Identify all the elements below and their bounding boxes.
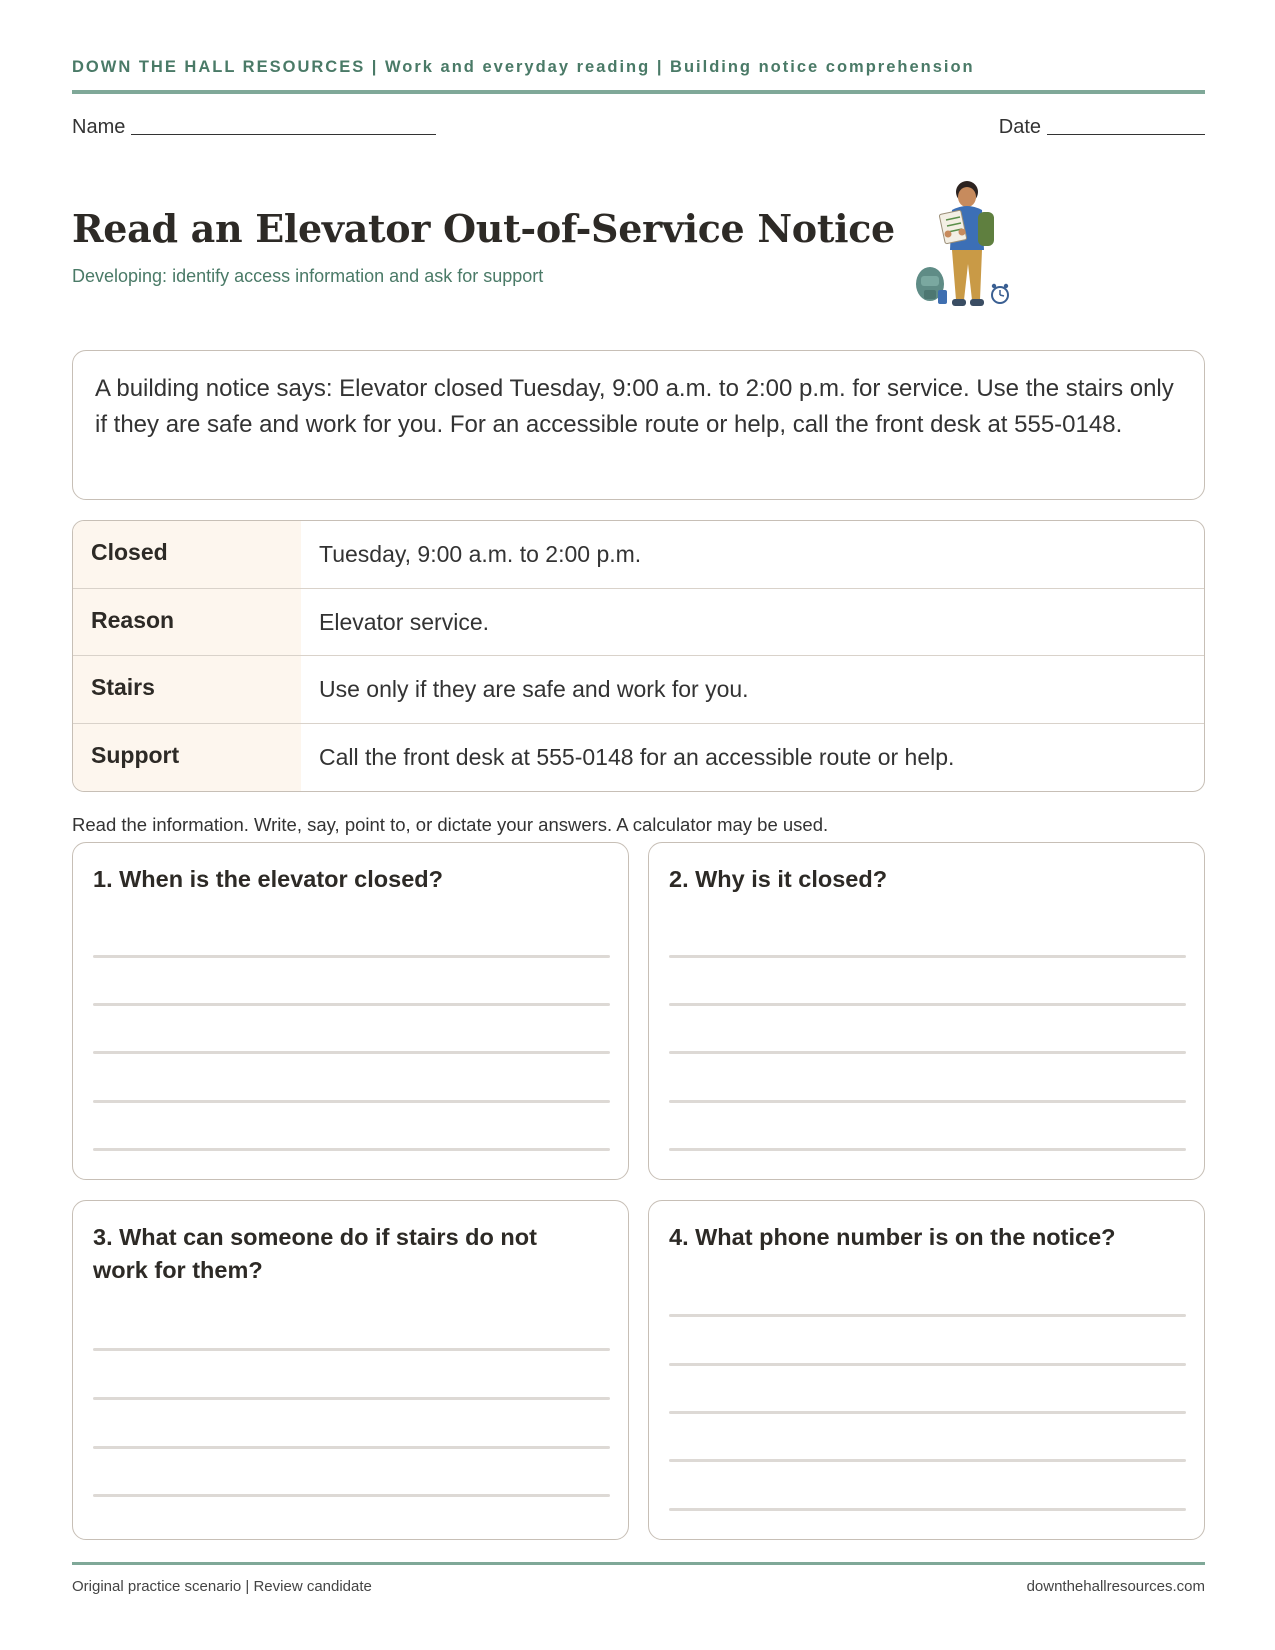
- question-text: 4. What phone number is on the notice?: [669, 1224, 1116, 1250]
- name-blank[interactable]: [131, 134, 436, 135]
- info-value: Elevator service.: [319, 608, 490, 635]
- info-key: Reason: [73, 589, 301, 656]
- footer-note: Original practice scenario | Review candidate: [72, 1578, 372, 1595]
- question-card-3: [72, 1200, 629, 1540]
- question-card-4: [648, 1200, 1205, 1540]
- question-card-2: [648, 842, 1205, 1180]
- info-value: Call the front desk at 555-0148 for an accessible route or help.: [319, 743, 955, 770]
- student-reading-notice-illustration: [912, 172, 1022, 327]
- answer-line: [669, 1314, 1186, 1317]
- info-key: Closed: [73, 521, 301, 588]
- answer-line: [93, 1148, 610, 1151]
- answer-line: [669, 1363, 1186, 1366]
- answer-area[interactable]: [93, 1201, 610, 1539]
- answer-area[interactable]: [93, 843, 610, 1179]
- scenario-box: A building notice says: Elevator closed Tuesday, 9:00 a.m. to 2:00 p.m. for service. Use the stairs only if they are safe and work for you. For an accessible route or help, call the front desk at 555-0148.: [72, 350, 1205, 500]
- top-divider: [72, 90, 1205, 94]
- info-value: Use only if they are safe and work for you.: [319, 676, 749, 702]
- notice-info-table: [72, 520, 1205, 792]
- answer-line: [669, 1100, 1186, 1103]
- answer-line: [669, 1508, 1186, 1511]
- question-text: 1. When is the elevator closed?: [93, 866, 443, 892]
- answer-line: [93, 955, 610, 958]
- answer-line: [93, 1003, 610, 1006]
- page-title: Read an Elevator Out-of-Service Notice: [72, 206, 895, 251]
- question-text: 3. What can someone do if stairs do not work for them?: [93, 1224, 537, 1283]
- footer-website: downthehallresources.com: [1026, 1578, 1205, 1595]
- header-breadcrumb: DOWN THE HALL RESOURCES | Work and everyday reading | Building notice comprehension: [72, 58, 975, 76]
- info-row-stairs: [73, 656, 1204, 724]
- brand-name: DOWN THE HALL RESOURCES: [72, 58, 366, 76]
- question-text: 2. Why is it closed?: [669, 866, 888, 892]
- answer-line: [669, 1411, 1186, 1414]
- date-label: Date: [998, 116, 1041, 138]
- answer-line: [669, 1051, 1186, 1054]
- answer-line: [669, 955, 1186, 958]
- answer-line: [93, 1348, 610, 1351]
- name-label: Name: [72, 116, 126, 138]
- answer-line: [93, 1051, 610, 1054]
- date-blank[interactable]: [1047, 134, 1205, 135]
- answer-line: [93, 1446, 610, 1449]
- instructions: Read the information. Write, say, point to, or dictate your answers. A calculator may be used.: [72, 814, 829, 835]
- header-topic: Building notice comprehension: [670, 58, 975, 76]
- answer-area[interactable]: [669, 843, 1186, 1179]
- info-row-closed: [73, 521, 1204, 589]
- answer-line: [93, 1397, 610, 1400]
- page-subtitle: Developing: identify access information and ask for support: [72, 266, 544, 286]
- info-key: Support: [73, 724, 301, 792]
- info-key: Stairs: [73, 656, 301, 723]
- answer-line: [669, 1003, 1186, 1006]
- info-value: Tuesday, 9:00 a.m. to 2:00 p.m.: [319, 541, 642, 567]
- header-category: Work and everyday reading: [385, 58, 651, 76]
- info-row-reason: [73, 589, 1204, 657]
- bottom-divider: [72, 1562, 1205, 1565]
- answer-area[interactable]: [669, 1201, 1186, 1539]
- answer-line: [669, 1459, 1186, 1462]
- answer-line: [669, 1148, 1186, 1151]
- date-field: [999, 116, 1205, 139]
- question-card-1: [72, 842, 629, 1180]
- name-field: [72, 116, 436, 139]
- answer-line: [93, 1100, 610, 1103]
- info-row-support: [73, 724, 1204, 792]
- answer-line: [93, 1494, 610, 1497]
